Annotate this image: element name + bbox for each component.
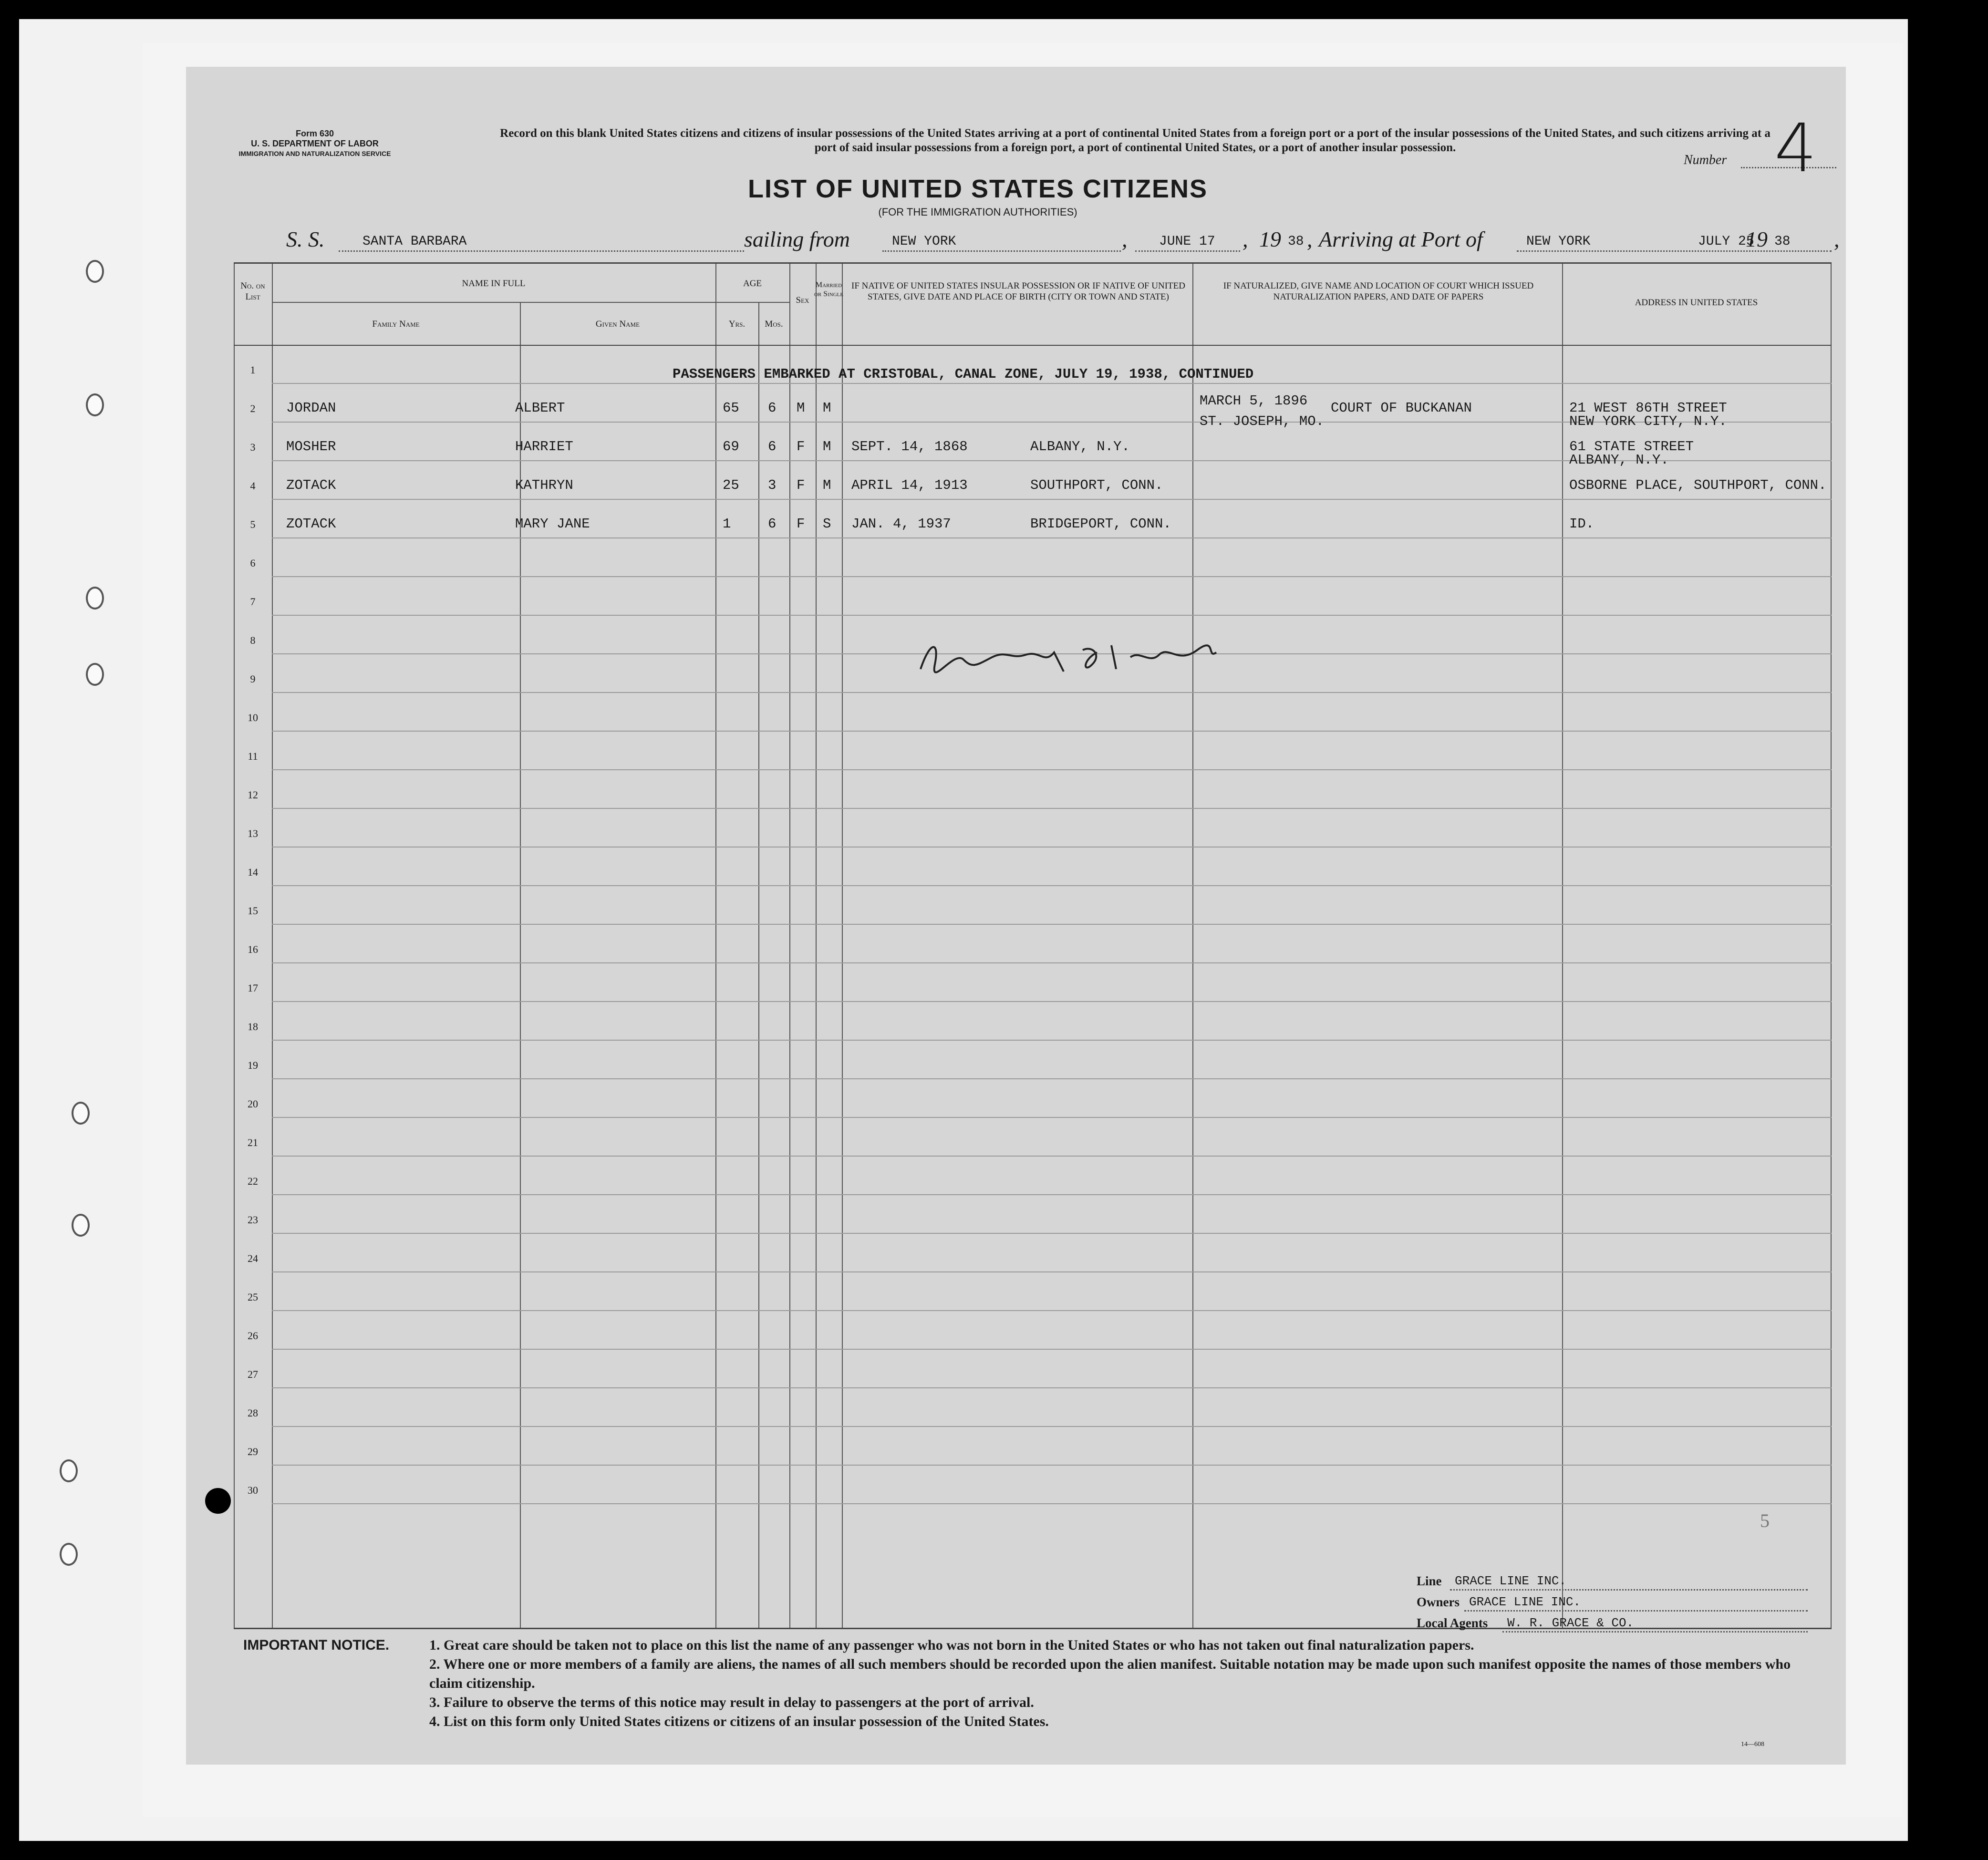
row-number: 23: [248, 1214, 258, 1226]
binder-hole: [60, 1543, 78, 1566]
row-number: 24: [248, 1252, 258, 1264]
header-married-single: Married or Single: [814, 281, 844, 298]
sail-date-field: [1135, 231, 1240, 252]
row-number: 5: [250, 518, 256, 530]
row-number: 25: [248, 1291, 258, 1303]
row-number: 1: [250, 364, 256, 376]
header-years: Yrs.: [728, 319, 746, 329]
number-label: Number: [1684, 153, 1727, 167]
form-code: 14—608: [1741, 1741, 1764, 1748]
from-port-field: [882, 231, 1121, 252]
notice-item: 4. List on this form only United States citizens or citizens of an insular possession of the United States.: [429, 1714, 1049, 1729]
comma-separator: ,: [1307, 227, 1313, 251]
marital-status-cell: S: [823, 516, 831, 532]
continued-note: PASSENGERS EMBARKED AT CRISTOBAL, CANAL ZONE, JULY 19, 1938, CONTINUED: [673, 366, 1254, 382]
sail-year-prefix: 19: [1259, 227, 1281, 251]
notice-item: 2. Where one or more members of a family are aliens, the names of all such members should be recorded upon the alien manifest. Suitable notation may be made upon such manifest opposite the names of those members who claim citizenship.: [429, 1656, 1791, 1691]
arrival-year: 38: [1774, 234, 1791, 249]
ship-name: SANTA BARBARA: [362, 234, 467, 249]
row-number: 22: [248, 1175, 258, 1187]
table-row-line: [272, 924, 1832, 925]
table-row-line: [272, 1349, 1832, 1350]
notice-list: [429, 1636, 1803, 1731]
voyage-line: [286, 227, 1840, 260]
row-number: 30: [248, 1484, 258, 1496]
row-number: 15: [248, 905, 258, 917]
page-stamp: 5: [1760, 1510, 1770, 1531]
birth-date-cell: SEPT. 14, 1868: [851, 439, 968, 455]
header-months: Mos.: [765, 319, 783, 329]
table-row-line: [272, 808, 1832, 809]
given-name-cell: ALBERT: [515, 400, 565, 416]
table-row-line: [272, 1465, 1832, 1466]
row-number: 9: [250, 673, 256, 685]
row-number: 26: [248, 1330, 258, 1342]
binder-hole: [86, 587, 104, 610]
address-line2-cell: ALBANY, N.Y.: [1569, 452, 1669, 468]
table-row-line: [272, 1001, 1832, 1002]
service-name: IMMIGRATION AND NATURALIZATION SERVICE: [238, 150, 391, 157]
owners-field: [1464, 1595, 1808, 1612]
from-port: NEW YORK: [892, 234, 956, 249]
sex-cell: F: [797, 516, 805, 532]
naturalization-date-cell: MARCH 5, 1896: [1200, 393, 1308, 409]
family-name-cell: MOSHER: [286, 439, 336, 455]
given-name-cell: MARY JANE: [515, 516, 590, 532]
comma-separator: ,: [1242, 227, 1248, 251]
notice-title: IMPORTANT NOTICE.: [243, 1637, 390, 1653]
row-number: 16: [248, 943, 258, 955]
birth-date-cell: APRIL 14, 1913: [851, 477, 968, 493]
owners-row: [1417, 1595, 1808, 1616]
agents-value: W. R. GRACE & CO.: [1507, 1616, 1634, 1630]
row-number: 4: [250, 480, 256, 492]
header-given-name: Given Name: [595, 319, 640, 329]
sail-year: 38: [1288, 234, 1304, 249]
family-name-cell: ZOTACK: [286, 516, 336, 532]
passenger-table: [234, 262, 1832, 1629]
sex-cell: F: [797, 477, 805, 493]
table-row-line: [272, 537, 1832, 538]
department-name: U. S. DEPARTMENT OF LABOR: [251, 139, 379, 148]
binder-hole: [72, 1102, 90, 1125]
header-birth: IF NATIVE OF UNITED STATES INSULAR POSSESSION OR IF NATIVE OF UNITED STATES, GIVE DATE AND PLACE OF BIRTH (CITY OR TOWN AND STATE): [851, 281, 1185, 302]
row-number: 21: [248, 1137, 258, 1148]
row-number: 13: [248, 827, 258, 839]
row-number: 20: [248, 1098, 258, 1110]
arrival-year-prefix: 19: [1746, 227, 1768, 251]
binder-hole: [86, 663, 104, 686]
comma-separator: ,: [1122, 227, 1128, 251]
owners-label: Owners: [1417, 1595, 1460, 1609]
row-number: 2: [250, 403, 256, 414]
birth-place-cell: SOUTHPORT, CONN.: [1030, 477, 1163, 493]
birth-date-cell: JAN. 4, 1937: [851, 516, 951, 532]
form-instructions: Record on this blank United States citizens and citizens of insular possessions of the United States arriving at a port of continental United States from a foreign port or a port of the insular possessions of the United States, and such citizens arriving at a port of said insular possessions from a foreign port, a port of continental United States, or a port of another insular possession.: [500, 127, 1771, 154]
row-number: 18: [248, 1021, 258, 1033]
form-paper: [186, 67, 1846, 1765]
row-number: 12: [248, 789, 258, 801]
row-number: 6: [250, 557, 256, 569]
row-number: 17: [248, 982, 258, 994]
given-name-cell: HARRIET: [515, 439, 573, 455]
agents-field: [1502, 1616, 1808, 1633]
row-number: 7: [250, 596, 256, 608]
table-row-line: [272, 731, 1832, 732]
line-row: [1417, 1574, 1808, 1595]
table-row-line: [272, 1078, 1832, 1079]
address-line2-cell: NEW YORK CITY, N.Y.: [1569, 413, 1727, 429]
naturalization-place-cell: ST. JOSEPH, MO.: [1200, 413, 1325, 429]
age-months-cell: 3: [768, 477, 777, 493]
naturalization-court-cell: COURT OF BUCKANAN: [1331, 400, 1472, 416]
line-value: GRACE LINE INC.: [1455, 1574, 1567, 1588]
comma-separator: ,: [1834, 227, 1840, 251]
family-name-cell: ZOTACK: [286, 477, 336, 493]
table-row-line: [272, 383, 1832, 384]
table-row-line: [272, 769, 1832, 770]
table-row-line: [272, 692, 1832, 693]
age-months-cell: 6: [768, 400, 777, 416]
header-family-name: Family Name: [372, 319, 420, 329]
header-naturalized: IF NATURALIZED, GIVE NAME AND LOCATION OF COURT WHICH ISSUED NATURALIZATION PAPERS, AND DATE OF PAPERS: [1223, 281, 1534, 302]
header-address: ADDRESS IN UNITED STATES: [1635, 298, 1758, 308]
carrier-block: [1417, 1574, 1808, 1637]
form-subtitle: (FOR THE IMMIGRATION AUTHORITIES): [878, 206, 1077, 218]
row-number: 28: [248, 1407, 258, 1419]
header-name-in-full: NAME IN FULL: [462, 279, 526, 289]
row-number: 14: [248, 866, 258, 878]
table-row-line: [272, 962, 1832, 963]
form-id-block: [238, 129, 391, 159]
row-number: 10: [248, 712, 258, 723]
given-name-cell: KATHRYN: [515, 477, 573, 493]
header-sex: Sex: [796, 295, 809, 305]
arriving-label: Arriving at Port of: [1319, 227, 1483, 251]
form-number: Form 630: [295, 129, 334, 138]
table-body: [234, 345, 1832, 1628]
marital-status-cell: M: [823, 439, 831, 455]
age-years-cell: 1: [723, 516, 731, 532]
row-number: 11: [248, 750, 258, 762]
row-number: 27: [248, 1368, 258, 1380]
to-port: NEW YORK: [1526, 234, 1591, 249]
birth-place-cell: BRIDGEPORT, CONN.: [1030, 516, 1171, 532]
row-number: 3: [250, 441, 256, 453]
agents-label: Local Agents: [1417, 1616, 1488, 1630]
marital-status-cell: M: [823, 477, 831, 493]
age-months-cell: 6: [768, 516, 777, 532]
table-row-line: [272, 1233, 1832, 1234]
table-row-line: [272, 1387, 1832, 1388]
binder-hole: [72, 1214, 90, 1237]
line-label: Line: [1417, 1574, 1442, 1588]
table-row-line: [272, 1271, 1832, 1272]
number-value: 4: [1774, 110, 1817, 187]
ship-field: [339, 231, 744, 252]
age-years-cell: 65: [723, 400, 739, 416]
header-age: AGE: [743, 279, 762, 289]
arrival-date: JULY 25: [1698, 234, 1754, 249]
ss-label: S. S.: [286, 227, 325, 251]
sailing-label: sailing from: [744, 227, 850, 251]
sex-cell: F: [797, 439, 805, 455]
address-line1-cell: OSBORNE PLACE, SOUTHPORT, CONN.: [1569, 477, 1827, 493]
table-row-line: [272, 1040, 1832, 1041]
table-row-line: [272, 1156, 1832, 1157]
number-field: [1741, 110, 1836, 187]
address-line1-cell: 61 STATE STREET: [1569, 439, 1694, 455]
table-row-line: [272, 1310, 1832, 1311]
birth-place-cell: ALBANY, N.Y.: [1030, 439, 1130, 455]
punch-mark: [205, 1488, 231, 1514]
agents-row: [1417, 1616, 1808, 1637]
address-line1-cell: 21 WEST 86TH STREET: [1569, 400, 1727, 416]
sail-date: JUNE 17: [1159, 234, 1215, 249]
table-row-line: [272, 1194, 1832, 1195]
family-name-cell: JORDAN: [286, 400, 336, 416]
table-row-line: [272, 499, 1832, 500]
table-row-line: [272, 1117, 1832, 1118]
owners-value: GRACE LINE INC.: [1469, 1595, 1581, 1609]
table-row-line: [272, 576, 1832, 577]
age-years-cell: 69: [723, 439, 739, 455]
header-no: No. on List: [240, 281, 265, 302]
table-row-line: [272, 885, 1832, 886]
row-number: 19: [248, 1059, 258, 1071]
sex-cell: M: [797, 400, 805, 416]
row-number: 29: [248, 1446, 258, 1457]
binder-hole: [60, 1459, 78, 1482]
table-row-line: [272, 1426, 1832, 1427]
age-years-cell: 25: [723, 477, 739, 493]
age-months-cell: 6: [768, 439, 777, 455]
row-number: 8: [250, 634, 256, 646]
table-row-line: [272, 615, 1832, 616]
binder-hole: [86, 393, 104, 416]
address-line1-cell: ID.: [1569, 516, 1595, 532]
table-row-line: [272, 1503, 1832, 1504]
notice-item: 1. Great care should be taken not to place on this list the name of any passenger who was not born in the United States or who has not taken out final naturalization papers.: [429, 1637, 1474, 1653]
marital-status-cell: M: [823, 400, 831, 416]
form-title: LIST OF UNITED STATES CITIZENS: [748, 175, 1208, 203]
handwritten-signature: [911, 631, 1221, 688]
binder-hole: [86, 260, 104, 283]
line-field: [1450, 1574, 1808, 1591]
notice-item: 3. Failure to observe the terms of this notice may result in delay to passengers at the port of arrival.: [429, 1695, 1034, 1710]
